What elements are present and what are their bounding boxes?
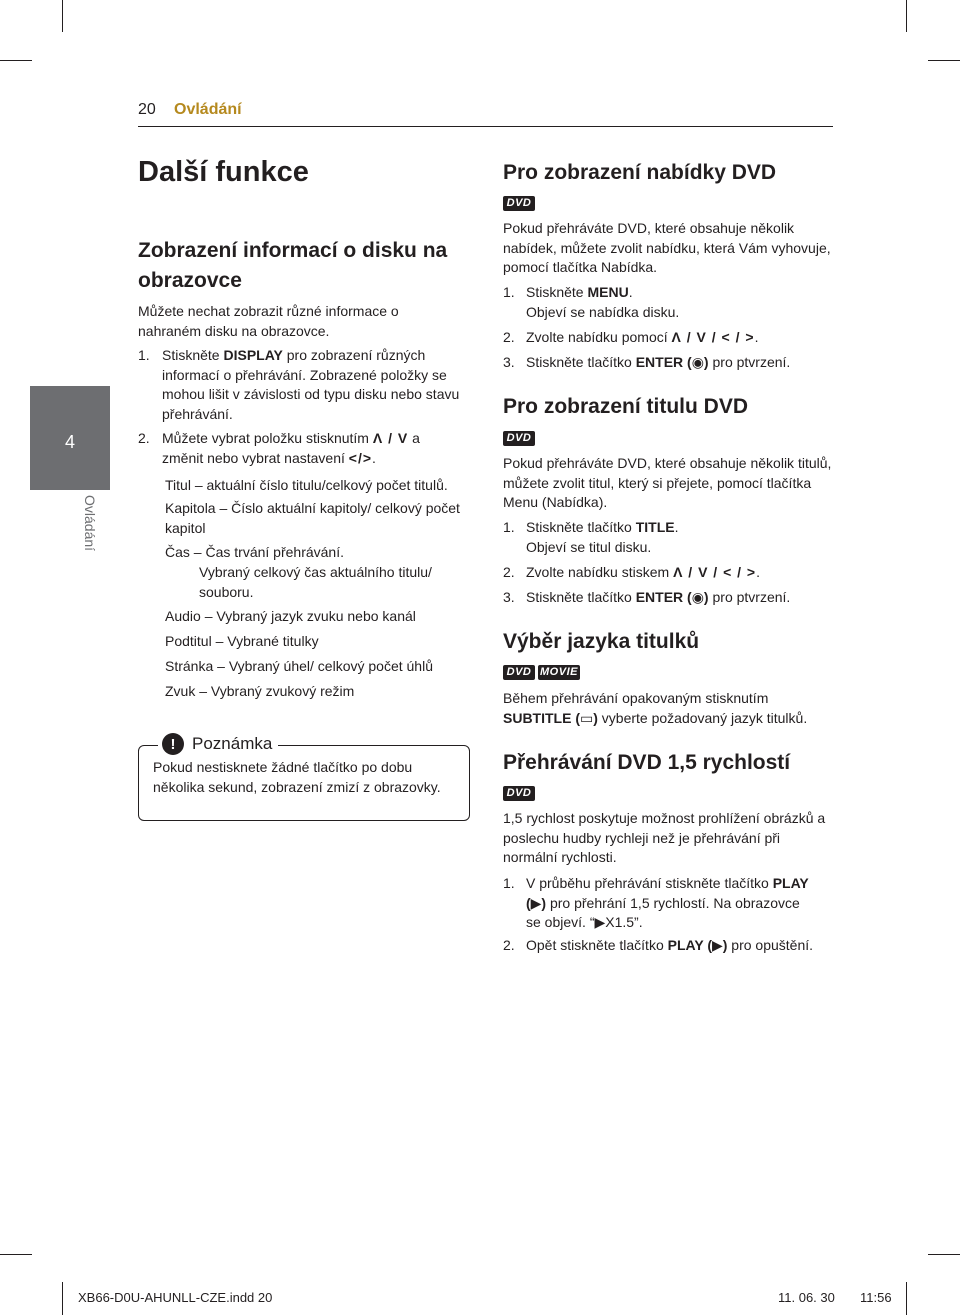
step-text: Stiskněte tlačítko ENTER (◉) pro ptvrzení. (526, 589, 791, 605)
step-number: 3. (503, 589, 515, 605)
crop-mark (0, 60, 32, 61)
crop-mark (906, 0, 907, 32)
step-number: 1. (503, 519, 515, 535)
subtitle-text: Během přehrávání opakovaným stisknutím SUBTITLE (▭) vyberte požadovaný jazyk titulků. (503, 690, 808, 726)
info-item: Čas – Čas trvání přehrávání. (165, 544, 344, 560)
dvd-badge: DVD (503, 431, 535, 446)
info-item: Audio – Vybraný jazyk zvuku nebo kanál (165, 608, 416, 624)
step-text: Stiskněte tlačítko TITLE. (526, 519, 679, 535)
info-item: Podtitul – Vybrané titulky (165, 633, 319, 649)
footer-date: 11. 06. 30 (778, 1290, 835, 1305)
header-rule (138, 126, 833, 127)
dvd-badge: DVD (503, 786, 535, 801)
step-text: Stiskněte MENU. (526, 284, 633, 300)
step-number: 2. (503, 937, 515, 953)
step-number: 3. (503, 354, 515, 370)
info-item: Kapitola – Číslo aktuální kapitoly/ celkový počet kapitol (165, 500, 460, 536)
chapter-number: 4 (64, 432, 75, 452)
movie-badge: MOVIE (538, 665, 580, 680)
note-text: Pokud nestisknete žádné tlačítko po dobu několika sekund, zobrazení zmizí z obrazovky. (153, 759, 441, 795)
menu-text: Pokud přehráváte DVD, které obsahuje několik nabídek, můžete zvolit nabídku, která Vám vyhovuje, pomocí tlačítka Nabídka. (503, 220, 831, 275)
chapter-label-text: Ovládání (82, 495, 98, 552)
dvd-badge: DVD (503, 196, 535, 211)
page-title: Další funkce (138, 156, 309, 188)
section-heading-disc-info: Zobrazení informací o disku na obrazovce (138, 239, 448, 292)
step-text: Můžete vybrat položku stisknutím Λ / V a změnit nebo vybrat nastavení </>. (162, 430, 420, 466)
step-text: Stiskněte tlačítko ENTER (◉) pro ptvrzení. (526, 354, 791, 370)
note-title: Poznámka (192, 734, 273, 753)
chapter-label (80, 495, 100, 575)
crop-mark (62, 1282, 63, 1315)
dvd-badge: DVD (503, 665, 535, 680)
crop-mark (0, 1254, 32, 1255)
speed-text: 1,5 rychlost poskytuje možnost prohlížení obrázků a poslechu hudby rychleji než je přehrávání při normální rychlosti. (503, 810, 826, 865)
footer-file: XB66-D0U-AHUNLL-CZE.indd 20 (78, 1290, 273, 1305)
section-heading-dvd-menu: Pro zobrazení nabídky DVD (503, 161, 777, 184)
step-text: Stiskněte DISPLAY pro zobrazení různých informací o přehrávání. Zobrazené položky se mohou lišit v závislosti od typu disku nebo stavu přehrávání. (162, 347, 460, 422)
section-heading-speed: Přehrávání DVD 1,5 rychlostí (503, 751, 791, 774)
step-subtext: Objeví se nabídka disku. (526, 304, 680, 320)
step-number: 1. (503, 875, 515, 891)
step-number: 1. (503, 284, 515, 300)
step-number: 2. (503, 564, 515, 580)
crop-mark (928, 60, 960, 61)
step-text: Zvolte nabídku stiskem Λ / V / < / >. (526, 564, 760, 580)
section-title: Ovládání (174, 101, 242, 118)
footer-time: 11:56 (860, 1290, 892, 1305)
step-subtext: Objeví se titul disku. (526, 539, 652, 555)
section-heading-subtitle: Výběr jazyka titulků (503, 630, 700, 653)
crop-mark (906, 1282, 907, 1315)
step-text: Zvolte nabídku pomocí Λ / V / < / >. (526, 329, 759, 345)
step-text: V průběhu přehrávání stiskněte tlačítko PLAY (▶) pro přehrání 1,5 rychlostí. Na obrazovce se objeví. “▶X1.5”. (526, 875, 809, 930)
crop-mark (928, 1254, 960, 1255)
section-heading-dvd-title: Pro zobrazení titulu DVD (503, 395, 749, 418)
step-text: Opět stiskněte tlačítko PLAY (▶) pro opuštění. (526, 937, 814, 953)
exclamation-icon: ! (162, 733, 184, 755)
info-item: Titul – aktuální číslo titulu/celkový počet titulů. (165, 477, 448, 493)
title-text: Pokud přehráváte DVD, které obsahuje několik titulů, můžete zvolit titul, který si přejete, pomocí tlačítka Menu (Nabídka). (503, 455, 832, 510)
info-item: Zvuk – Vybraný zvukový režim (165, 683, 355, 699)
step-number: 2. (503, 329, 515, 345)
crop-mark (62, 0, 63, 32)
note-header (158, 732, 278, 756)
page-number: 20 (138, 101, 156, 118)
info-item: Vybraný celkový čas aktuálního titulu/ souboru. (199, 564, 432, 600)
step-number: 1. (138, 347, 150, 363)
info-item: Stránka – Vybraný úhel/ celkový počet úhlů (165, 658, 433, 674)
intro-text: Můžete nechat zobrazit různé informace o nahraném disku na obrazovce. (138, 303, 399, 339)
step-number: 2. (138, 430, 150, 446)
